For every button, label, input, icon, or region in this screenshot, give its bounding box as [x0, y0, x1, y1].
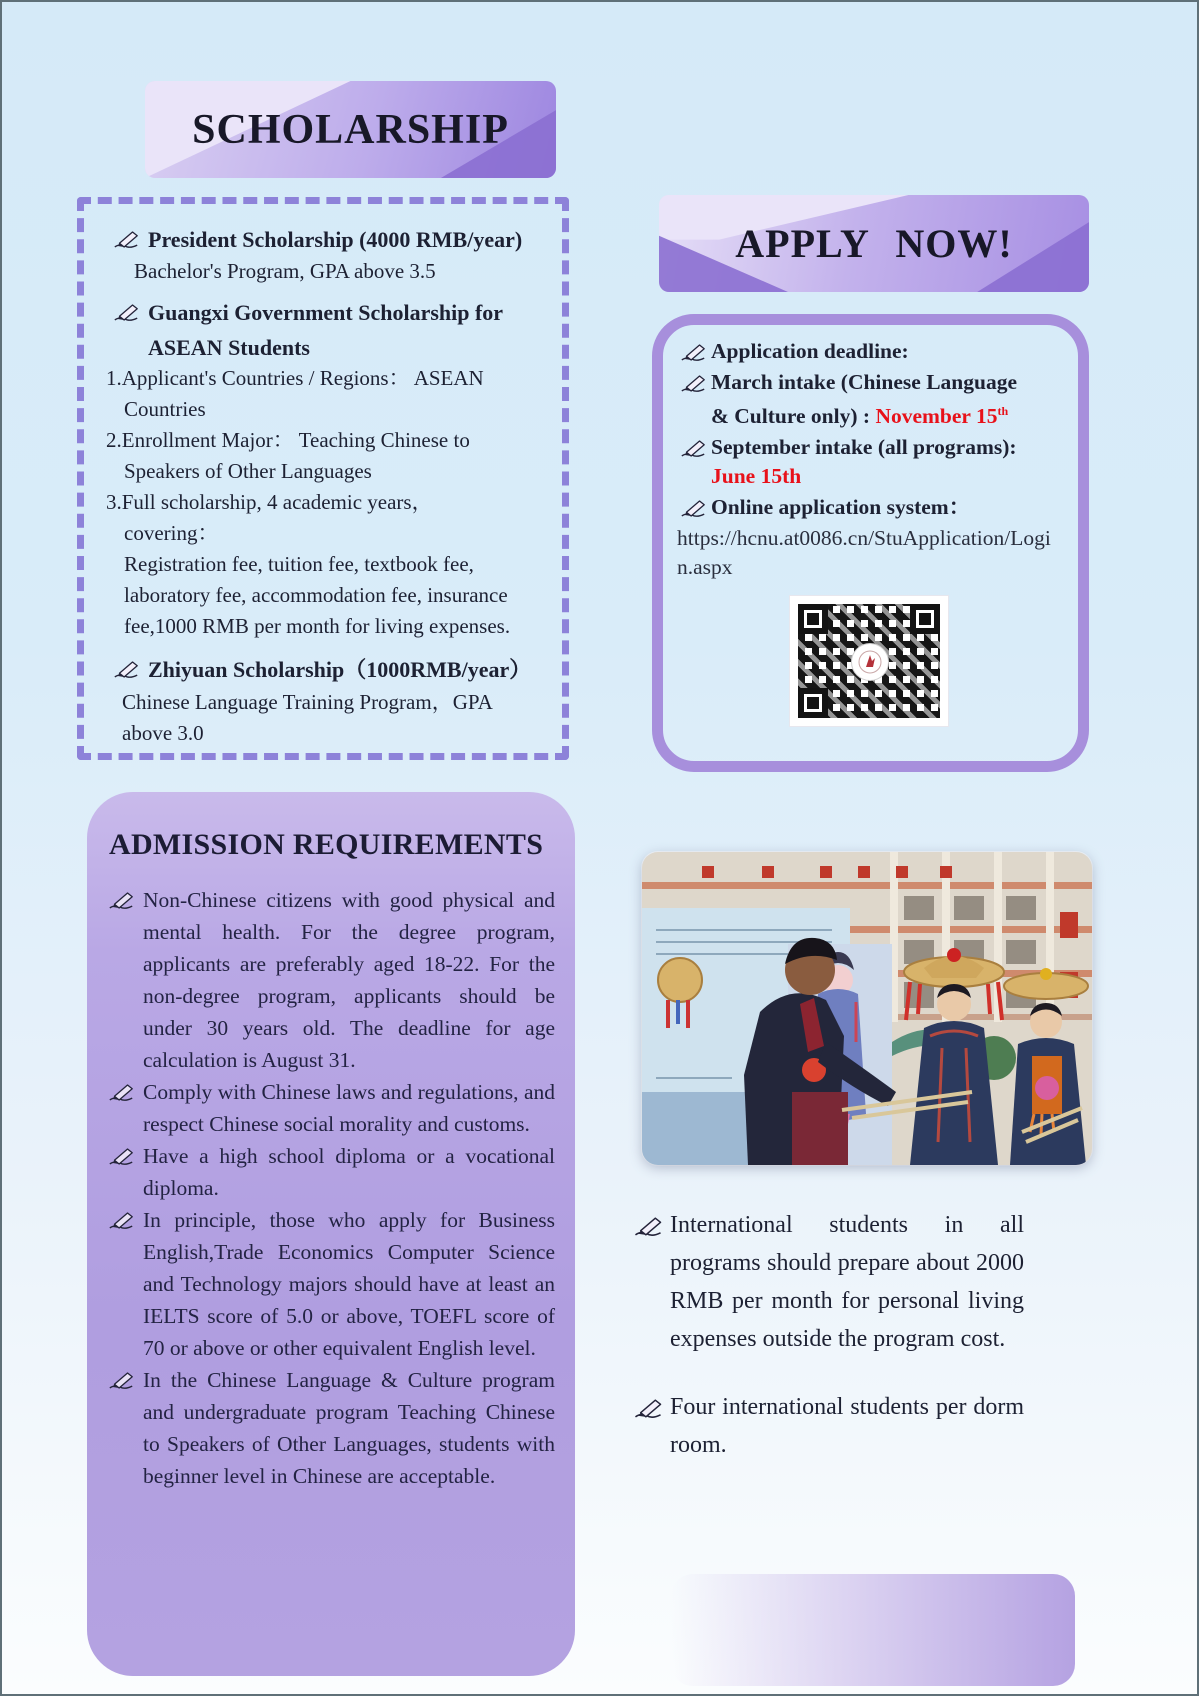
- admission-bullet: In the Chinese Language & Culture program and undergraduate program Teaching Chinese to Speakers of Other Languages, students with beginner level in Chinese are acceptable.: [107, 1364, 555, 1492]
- note-bullet: International students in all programs should prepare about 2000 RMB per month for personal living expenses outside the program cost.: [632, 1206, 1024, 1358]
- online-system-row: [677, 493, 1064, 522]
- pen-icon: [679, 438, 707, 459]
- admission-bullet: Comply with Chinese laws and regulations, and respect Chinese social morality and customs.: [107, 1076, 555, 1140]
- application-deadline-row: [677, 337, 1064, 366]
- pen-icon: [632, 1397, 664, 1420]
- campus-activity-photo: [642, 852, 1092, 1165]
- admission-bullet: In principle, those who apply for Business English,Trade Economics Computer Science and Technology majors should have at least an IELTS score of 5.0 or above, TOEFL score of 70 or above or other equivalent English level.: [107, 1204, 555, 1364]
- deadline-label: Application deadline:: [711, 339, 909, 363]
- qr-code: [790, 596, 948, 726]
- pen-icon: [112, 659, 140, 680]
- guangxi-point-3-covering: covering：: [124, 521, 219, 545]
- pen-icon: [107, 1082, 135, 1103]
- admission-bullet: Have a high school diploma or a vocational diploma.: [107, 1140, 555, 1204]
- pen-icon: [632, 1215, 664, 1238]
- pen-icon: [107, 1210, 135, 1231]
- september-deadline-date: June 15th: [711, 464, 802, 489]
- guangxi-point-2: 2.Enrollment Major： Teaching Chinese to Speakers of Other Languages: [106, 428, 470, 483]
- application-url: https://hcnu.at0086.cn/StuApplication/Login.aspx: [677, 526, 1051, 580]
- admission-requirements-box: [87, 792, 575, 1676]
- note-bullet: Four international students per dorm room.: [632, 1388, 1024, 1464]
- apply-now-title: APPLY NOW!: [735, 221, 1013, 266]
- zhiyuan-scholarship-title: [112, 654, 544, 685]
- zhiyuan-title-text: Zhiyuan Scholarship（1000RMB/year）: [148, 657, 532, 682]
- qr-finder-icon: [798, 604, 828, 634]
- march-deadline-date: November 15th: [875, 404, 1009, 429]
- pen-icon: [679, 498, 707, 519]
- september-intake-label: September intake (all programs):: [711, 435, 1017, 460]
- guangxi-title-text: Guangxi Government Scholarship for: [148, 300, 504, 325]
- pen-icon: [112, 302, 140, 323]
- march-intake-label: March intake (Chinese Language & Culture only) :: [711, 370, 1017, 429]
- september-intake-row: [677, 433, 1064, 491]
- online-system-label: Online application system：: [711, 495, 971, 520]
- pen-icon: [107, 1146, 135, 1167]
- admission-bullet: Non-Chinese citizens with good physical and mental health. For the degree program, applicants are preferably aged 18-22. For the non-degree program, applicants should be under 30 years old. The deadline for age calculation is August 31.: [107, 884, 555, 1076]
- university-logo-icon: [851, 643, 889, 681]
- pen-icon: [679, 373, 707, 394]
- pen-icon: [112, 229, 140, 250]
- guangxi-point-1: 1.Applicant's Countries / Regions： ASEAN Countries: [106, 366, 484, 421]
- admission-title: ADMISSION REQUIREMENTS: [109, 828, 544, 861]
- president-scholarship-title: [112, 224, 544, 255]
- scholarship-title: SCHOLARSHIP: [192, 106, 509, 153]
- photo-illustration: [642, 852, 1092, 1165]
- guangxi-title-line2: ASEAN Students: [148, 335, 310, 360]
- bottom-gradient-bar: [671, 1574, 1075, 1686]
- guangxi-point-3-fees: Registration fee, tuition fee, textbook fee, laboratory fee, accommodation fee, insurance fee,1000 RMB per month for living expenses.: [124, 552, 511, 638]
- scholarship-box: [77, 197, 569, 760]
- pen-icon: [107, 1370, 135, 1391]
- president-scholarship-desc: Bachelor's Program, GPA above 3.5: [134, 259, 436, 283]
- president-title-text: President Scholarship (4000 RMB/year): [148, 227, 523, 252]
- pen-icon: [679, 342, 707, 363]
- guangxi-scholarship-title: [112, 297, 544, 328]
- march-intake-row: [677, 368, 1064, 431]
- scholarship-banner: [145, 81, 556, 178]
- guangxi-point-3: 3.Full scholarship, 4 academic years，: [106, 490, 433, 514]
- pen-icon: [107, 890, 135, 911]
- living-expense-notes: [632, 1206, 1024, 1494]
- apply-now-banner: [659, 195, 1089, 292]
- qr-finder-icon: [910, 604, 940, 634]
- zhiyuan-scholarship-desc: Chinese Language Training Program，GPA above 3.0: [122, 690, 492, 745]
- qr-finder-icon: [798, 688, 828, 718]
